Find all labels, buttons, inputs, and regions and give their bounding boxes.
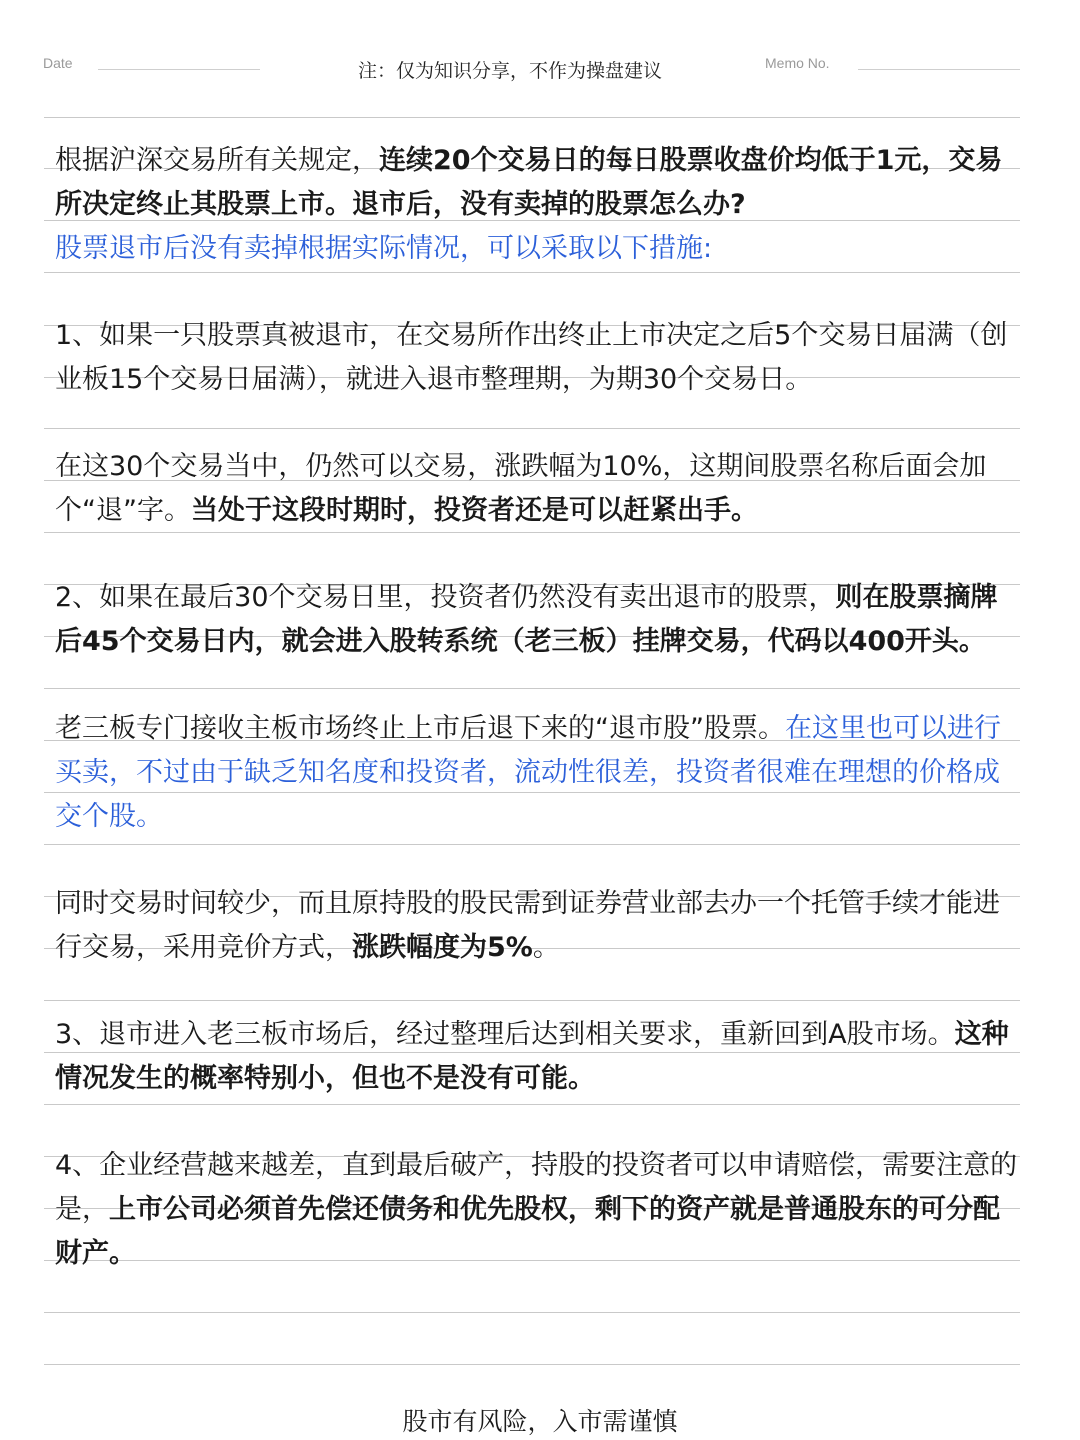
- ruled-line: [44, 1364, 1020, 1365]
- paragraph-point-4: [55, 1144, 1023, 1276]
- text-segment: 同时交易时间较少，而且原持股的股民需到证券营业部去办一个托管手续才能进行交易，采用竞价方式，: [55, 888, 1000, 963]
- text-segment: 3、退市进入老三板市场后，经过整理后达到相关要求，重新回到A股市场。: [55, 1019, 955, 1050]
- text-segment: 4、企业经营越来越差，直到最后破产，持股的投资者可以申请赔偿，需要注意的是，: [55, 1150, 1018, 1225]
- text-segment: 则在股票摘牌后45个交易日内，就会进入股转系统（老三板）挂牌交易，代码以400开头。: [55, 582, 998, 657]
- date-line: [98, 69, 260, 70]
- text-segment: 1、如果一只股票真被退市，在交易所作出终止上市决定之后5个交易日届满（创业板15个交易日届满），就进入退市整理期，为期30个交易日。: [55, 320, 1008, 395]
- text-segment: 在这里也可以进行买卖，不过由于缺乏知名度和投资者，流动性很差，投资者很难在理想的价格成交个股。: [55, 713, 1001, 832]
- text-segment: 连续20个交易日的每日股票收盘价均低于1元，交易所决定终止其股票上市。退市后，没有卖掉的股票怎么办?: [55, 145, 1003, 220]
- paragraph-intro: [55, 139, 1023, 271]
- memo-label: Memo No.: [765, 55, 830, 71]
- risk-warning-footer: 股市有风险，入市需谨慎: [402, 1407, 678, 1436]
- paragraph-point-1-detail: [55, 445, 1023, 533]
- text-segment: 这种情况发生的概率特别小，但也不是没有可能。: [55, 1019, 1009, 1094]
- text-segment: 股票退市后没有卖掉根据实际情况，可以采取以下措施:: [55, 233, 713, 264]
- text-segment: 根据沪深交易所有关规定，: [55, 145, 379, 176]
- paragraph-point-2-detail: [55, 707, 1023, 839]
- text-segment: 涨跌幅度为5%: [352, 932, 533, 963]
- text-segment: 。: [532, 932, 560, 963]
- text-segment: 上市公司必须首先偿还债务和优先股权，剩下的资产就是普通股东的可分配财产。: [55, 1194, 1000, 1269]
- paragraph-point-2-trading: [55, 882, 1023, 970]
- article-body: [55, 139, 1023, 1319]
- text-segment: 2、如果在最后30个交易日里，投资者仍然没有卖出退市的股票，: [55, 582, 836, 613]
- paragraph-point-1: [55, 314, 1023, 402]
- paragraph-point-3: [55, 1013, 1023, 1101]
- memo-line: [858, 69, 1020, 70]
- page-header: [0, 0, 1080, 100]
- text-segment: 当处于这段时期时，投资者还是可以赶紧出手。: [190, 495, 758, 526]
- paragraph-point-2: [55, 576, 1023, 664]
- text-segment: 在这30个交易当中，仍然可以交易，涨跌幅为10%，这期间股票名称后面会加个“退”字。: [55, 451, 987, 526]
- text-segment: 老三板专门接收主板市场终止上市后退下来的“退市股”股票。: [55, 713, 785, 744]
- date-label: Date: [43, 55, 73, 71]
- header-divider: [44, 117, 1020, 118]
- disclaimer-note: 注：仅为知识分享，不作为操盘建议: [357, 60, 662, 82]
